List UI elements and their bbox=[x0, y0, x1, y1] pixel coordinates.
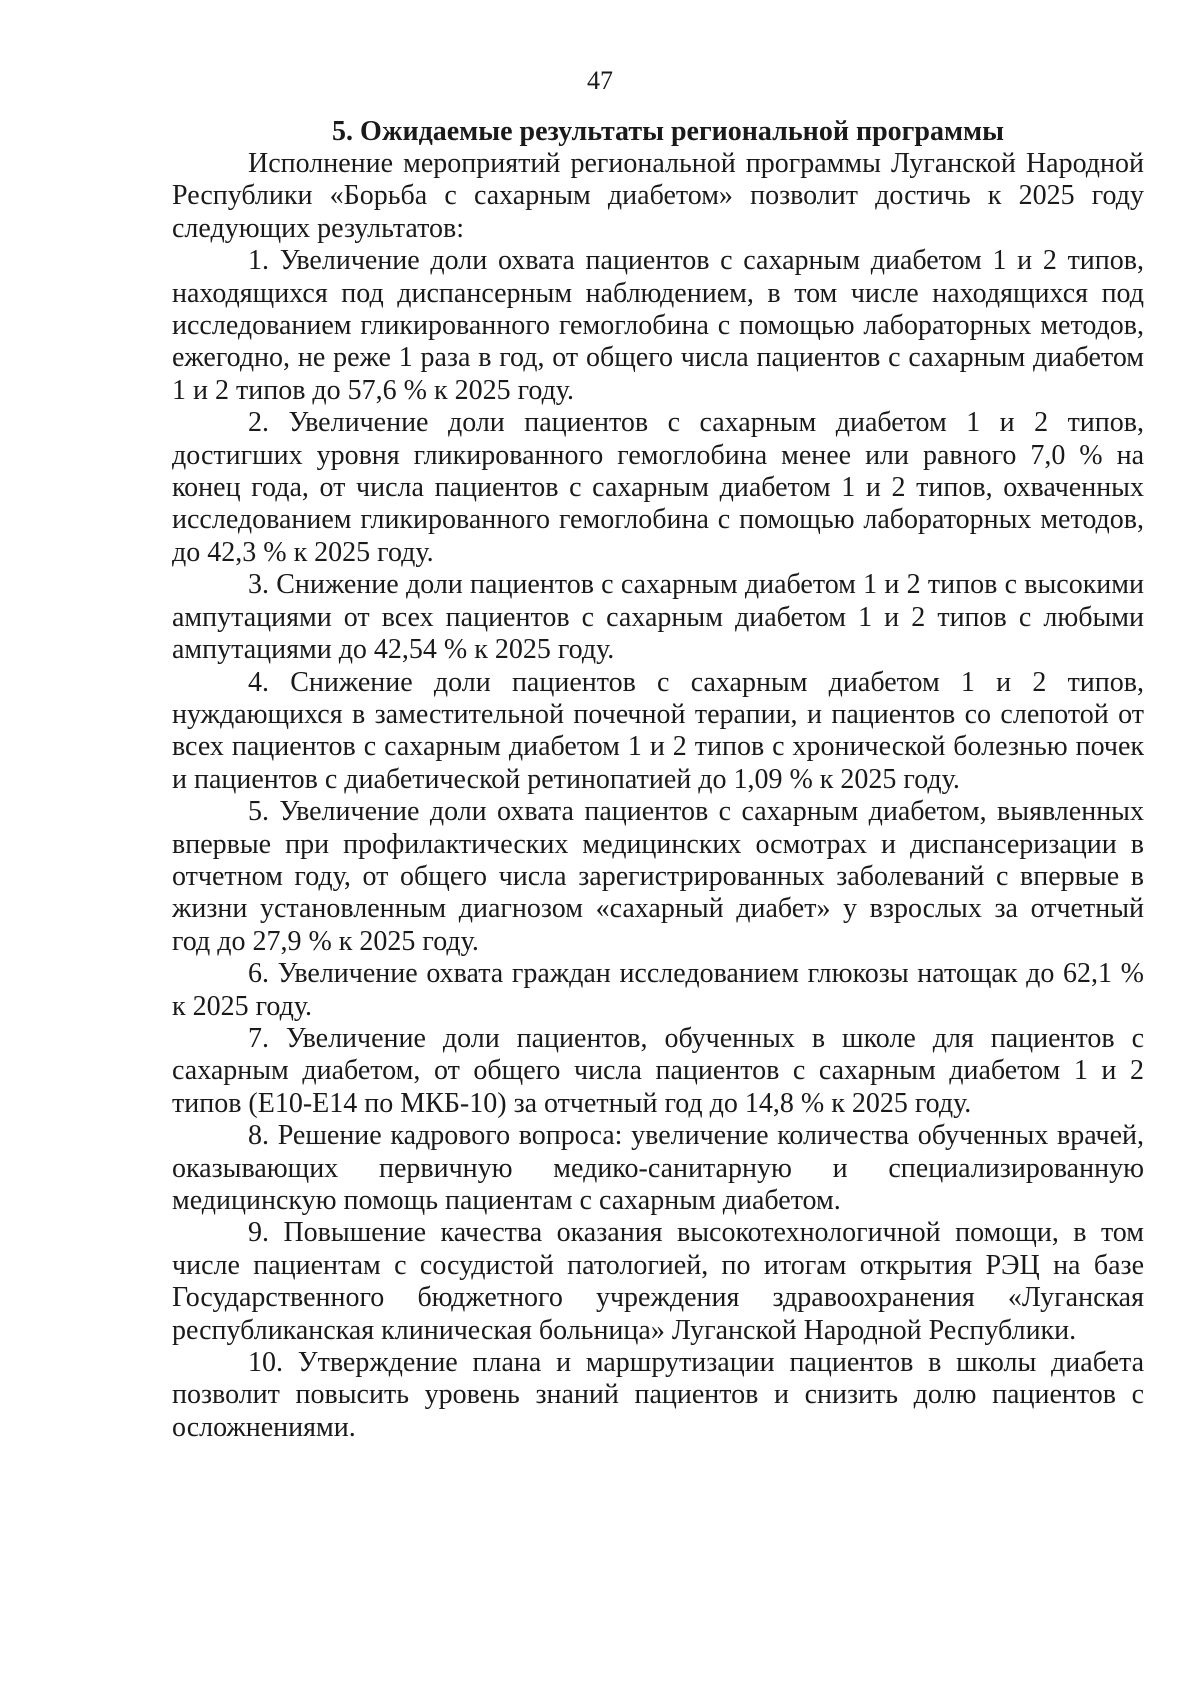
result-item-8: 8. Решение кадрового вопроса: увеличение количества обученных врачей, оказывающих первичную медико-санитарную и специализированную медицинскую помощь пациентам с сахарным диабетом. bbox=[172, 1120, 1144, 1216]
result-item-1: 1. Увеличение доли охвата пациентов с сахарным диабетом 1 и 2 типов, находящихся под диспансерным наблюдением, в том числе находящихся под исследованием гликированного гемоглобина с помощью лабораторных методов, ежегодно, не реже 1 раза в год, от общего числа пациентов с сахарным диабетом 1 и 2 типов до 57,6 % к 2025 году. bbox=[172, 245, 1144, 406]
page-number: 47 bbox=[587, 66, 613, 95]
result-item-6: 6. Увеличение охвата граждан исследованием глюкозы натощак до 62,1 % к 2025 году. bbox=[172, 958, 1144, 1022]
result-item-3: 3. Снижение доли пациентов с сахарным диабетом 1 и 2 типов с высокими ампутациями от всех пациентов с сахарным диабетом 1 и 2 типов с любыми ампутациями до 42,54 % к 2025 году. bbox=[172, 569, 1144, 666]
result-item-10: 10. Утверждение плана и маршрутизации пациентов в школы диабета позволит повысить уровень знаний пациентов и снизить долю пациентов с осложнениями. bbox=[172, 1347, 1144, 1443]
section-content bbox=[172, 116, 1144, 1444]
result-item-5: 5. Увеличение доли охвата пациентов с сахарным диабетом, выявленных впервые при профилактических медицинских осмотрах и диспансеризации в отчетном году, от общего числа зарегистрированных заболеваний с впервые в жизни установленным диагнозом «сахарный диабет» у взрослых за отчетный год до 27,9 % к 2025 году. bbox=[172, 796, 1144, 957]
section-title: 5. Ожидаемые результаты региональной программы bbox=[332, 116, 1004, 147]
result-item-9: 9. Повышение качества оказания высокотехнологичной помощи, в том числе пациентам с сосудистой патологией, по итогам открытия РЭЦ на базе Государственного бюджетного учреждения здравоохранения «Луганская республиканская клиническая больница» Луганской Народной Республики. bbox=[172, 1217, 1144, 1346]
result-item-2: 2. Увеличение доли пациентов с сахарным диабетом 1 и 2 типов, достигших уровня гликированного гемоглобина менее или равного 7,0 % на конец года, от числа пациентов с сахарным диабетом 1 и 2 типов, охваченных исследованием гликированного гемоглобина с помощью лабораторных методов, до 42,3 % к 2025 году. bbox=[172, 407, 1144, 568]
intro-paragraph: Исполнение мероприятий региональной программы Луганской Народной Республики «Борьба с сахарным диабетом» позволит достичь к 2025 году следующих результатов: bbox=[172, 148, 1144, 244]
result-item-7: 7. Увеличение доли пациентов, обученных в школе для пациентов с сахарным диабетом, от общего числа пациентов с сахарным диабетом 1 и 2 типов (Е10-Е14 по МКБ-10) за отчетный год до 14,8 % к 2025 году. bbox=[172, 1022, 1144, 1119]
result-item-4: 4. Снижение доли пациентов с сахарным диабетом 1 и 2 типов, нуждающихся в заместительной почечной терапии, и пациентов со слепотой от всех пациентов с сахарным диабетом 1 и 2 типов с хронической болезнью почек и пациентов с диабетической ретинопатией до 1,09 % к 2025 году. bbox=[172, 666, 1144, 795]
